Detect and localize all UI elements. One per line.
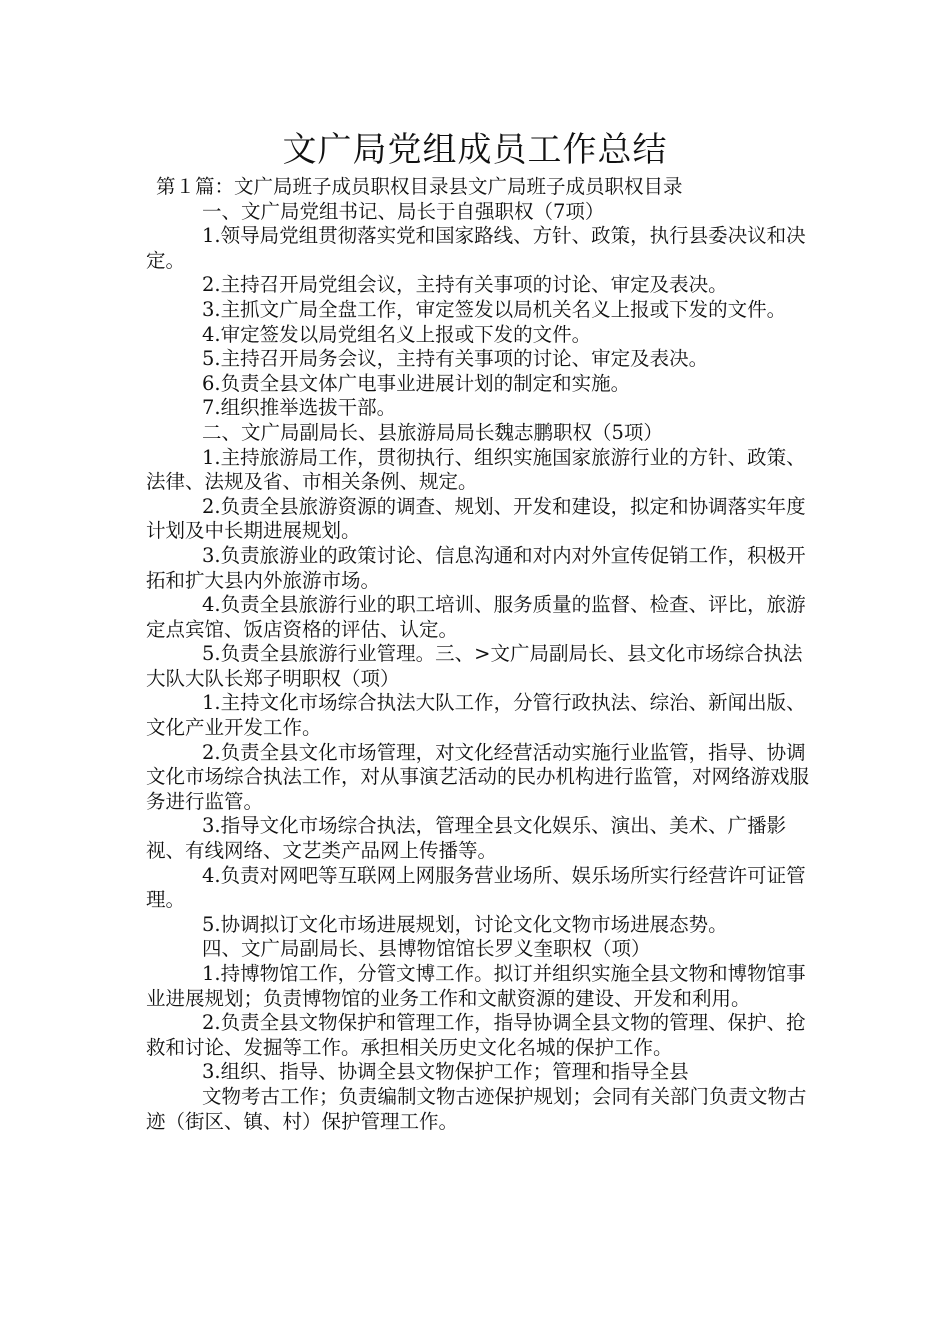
paragraph: 3.组织、指导、协调全县文物保护工作；管理和指导全县	[202, 1060, 689, 1084]
paragraph: 3.主抓文广局全盘工作，审定签发以局机关名义上报或下发的文件。	[202, 297, 787, 321]
document-body	[146, 175, 818, 1134]
paragraph: 2.负责全县文物保护和管理工作，指导协调全县文物的管理、保护、抢救和讨论、发掘等工作。承担相关历史文化名城的保护工作。	[146, 1011, 806, 1059]
paragraph: 4.审定签发以局党组名义上报或下发的文件。	[202, 322, 592, 346]
paragraph: 5.主持召开局务会议，主持有关事项的讨论、审定及表决。	[202, 347, 709, 371]
document-subtitle: 第１篇：文广局班子成员职权目录县文广局班子成员职权目录	[156, 175, 683, 198]
paragraph: 4.负责对网吧等互联网上网服务营业场所、娱乐场所实行经营许可证管理。	[146, 863, 806, 912]
paragraph: 文物考古工作；负责编制文物古迹保护规划；会同有关部门负责文物古迹（街区、镇、村）保护管理工作。	[146, 1084, 807, 1133]
paragraph: 2.负责全县旅游资源的调查、规划、开发和建设，拟定和协调落实年度计划及中长期进展规划。	[146, 494, 806, 543]
document-title: 文广局党组成员工作总结	[282, 130, 668, 170]
paragraph: 2.主持召开局党组会议，主持有关事项的讨论、审定及表决。	[202, 273, 728, 297]
paragraph: 3.指导文化市场综合执法，管理全县文化娱乐、演出、美术、广播影视、有线网络、文艺类产品网上传播等。	[146, 814, 787, 863]
paragraph: 2.负责全县文化市场管理，对文化经营活动实施行业监管，指导、协调文化市场综合执法工作，对从事演艺活动的民办机构进行监管，对网络游戏服务进行监管。	[146, 740, 810, 813]
paragraph: 1.主持文化市场综合执法大队工作，分管行政执法、综治、新闻出版、文化产业开发工作。	[146, 691, 806, 740]
section-heading: 二、文广局副局长、县旅游局局长魏志鹏职权（5项）	[202, 420, 663, 444]
paragraph: 1.主持旅游局工作，贯彻执行、组织实施国家旅游行业的方针、政策、法律、法规及省、市相关条例、规定。	[146, 445, 806, 494]
paragraph: 4.负责全县旅游行业的职工培训、服务质量的监督、检查、评比，旅游定点宾馆、饭店资格的评估、认定。	[146, 593, 806, 641]
paragraph: 1.持博物馆工作，分管文博工作。拟订并组织实施全县文物和博物馆事业进展规划；负责博物馆的业务工作和文献资源的建设、开发和利用。	[146, 962, 806, 1010]
paragraph: 7.组织推举选拔干部。	[202, 396, 397, 420]
paragraph: 1.领导局党组贯彻落实党和国家路线、方针、政策，执行县委决议和决定。	[146, 224, 806, 272]
paragraph: 5.负责全县旅游行业管理。三、>文广局副局长、县文化市场综合执法大队大队长郑子明职权（项）	[146, 642, 803, 690]
paragraph: 6.负责全县文体广电事业进展计划的制定和实施。	[202, 371, 631, 395]
section-heading: 一、文广局党组书记、局长于自强职权（7项）	[202, 199, 605, 223]
paragraph: 3.负责旅游业的政策讨论、信息沟通和对内对外宣传促销工作，积极开拓和扩大县内外旅游市场。	[146, 543, 806, 592]
paragraph: 5.协调拟订文化市场进展规划，讨论文化文物市场进展态势。	[202, 912, 728, 936]
section-heading: 四、文广局副局长、县博物馆馆长罗义奎职权（项）	[202, 937, 651, 961]
